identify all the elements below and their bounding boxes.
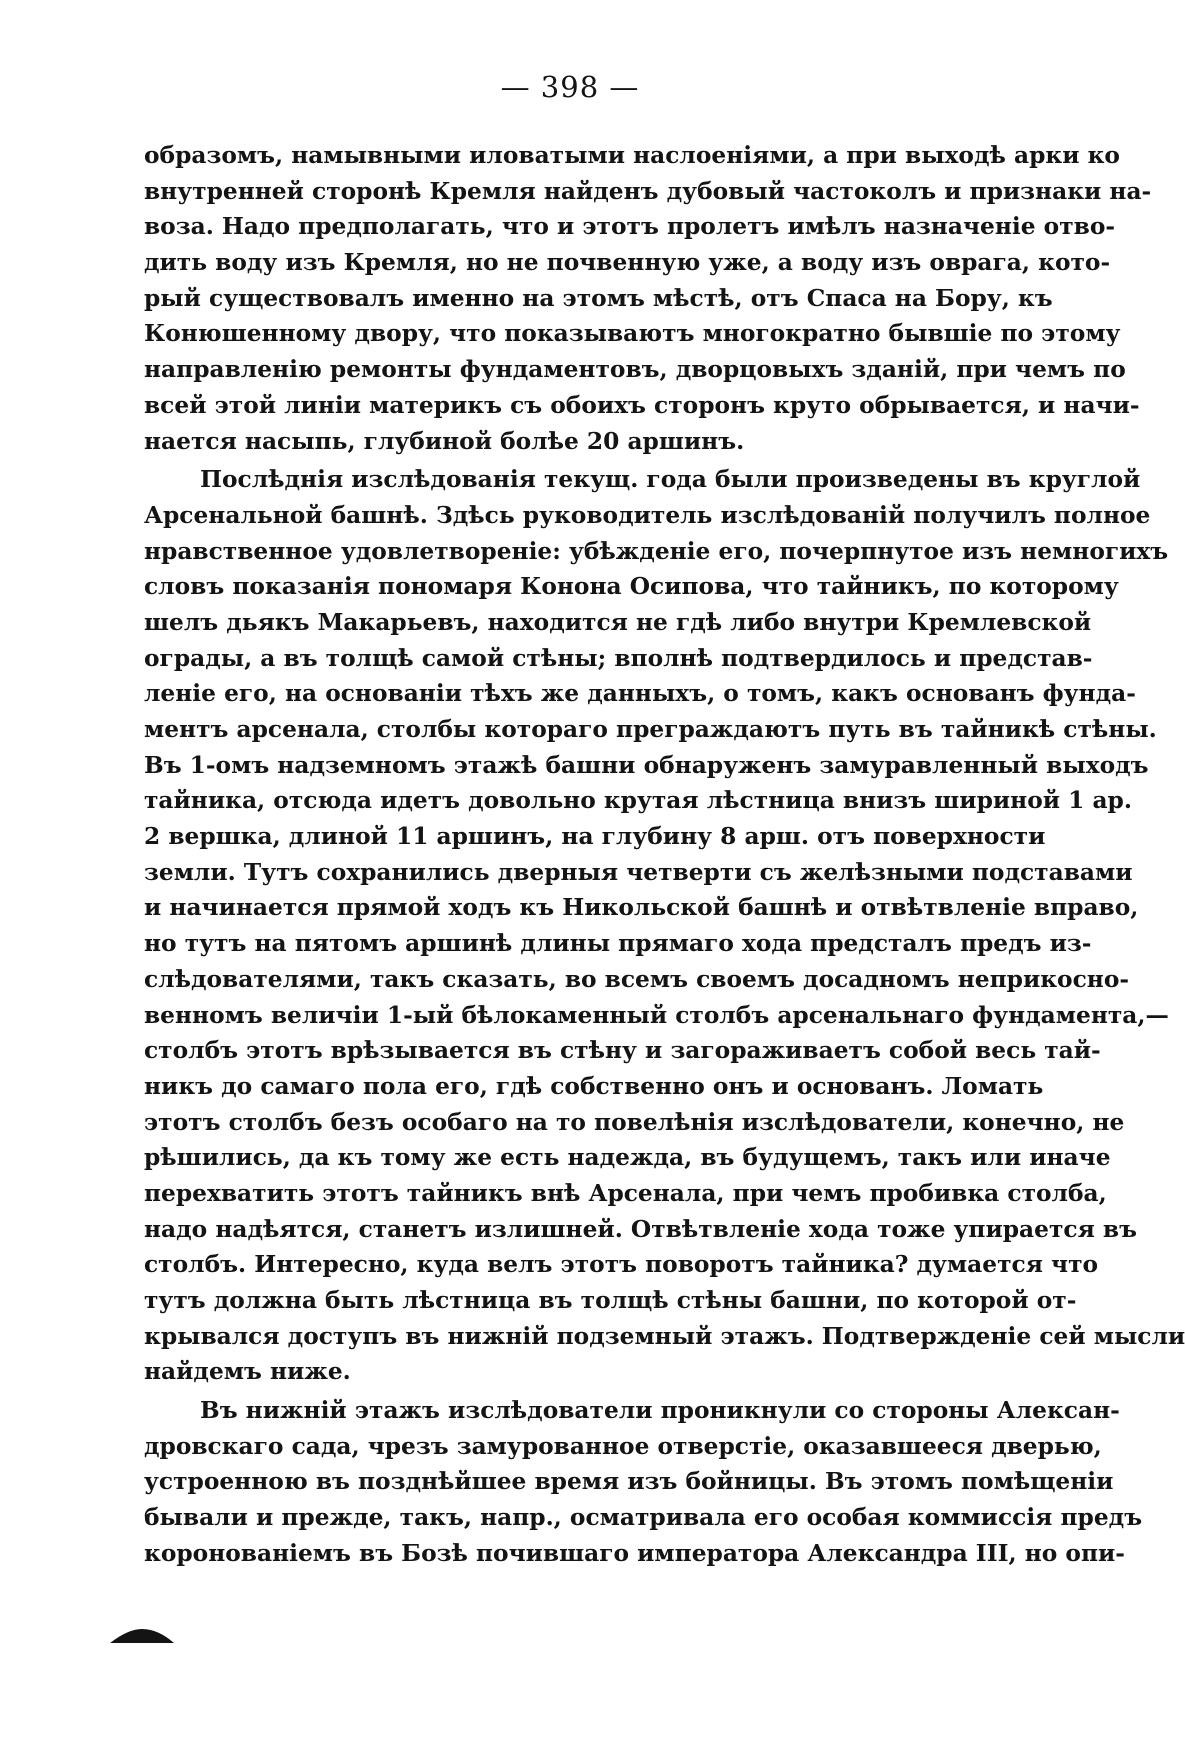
text-line: Арсенальной башнѣ. Здѣсь руководитель изслѣдованій получилъ полное [144, 501, 1151, 529]
text-line: столбъ этотъ врѣзывается въ стѣну и загораживаетъ собой весь тай- [144, 1037, 1101, 1065]
text-line: Въ нижній этажъ изслѣдователи проникнули со стороны Алексан- [200, 1397, 1120, 1425]
text-line: крывался доступъ въ нижній подземный этажъ. Подтвержденіе сей мысли [144, 1322, 1185, 1350]
text-line: дровскаго сада, чрезъ замурованное отверстіе, оказавшееся дверью, [144, 1432, 1102, 1460]
text-line: надо надѣятся, станетъ излишней. Отвѣтвленіе хода тоже упирается въ [144, 1215, 1137, 1243]
text-line: образомъ, намывными иловатыми наслоеніями, а при выходѣ арки ко [144, 142, 1120, 169]
text-line: устроенною въ позднѣйшее время изъ бойницы. Въ этомъ помѣщеніи [144, 1468, 1114, 1496]
text-line: направленію ремонты фундаментовъ, дворцовыхъ зданій, при чемъ по [144, 356, 1126, 384]
decorative-mark [108, 1628, 176, 1644]
text-line: и начинается прямой ходъ къ Никольской башнѣ и отвѣтвленіе вправо, [144, 894, 1139, 922]
text-line: слѣдователями, такъ сказать, во всемъ своемъ досадномъ неприкосно- [144, 965, 1130, 993]
text-line: тутъ должна быть лѣстница въ толщѣ стѣны башни, по которой от- [144, 1287, 1077, 1314]
text-line: венномъ величіи 1-ый бѣлокаменный столбъ арсенальнаго фундамента,— [144, 1001, 1169, 1029]
paragraph [144, 462, 1185, 1390]
text-line: рый существовалъ именно на этомъ мѣстѣ, отъ Спаса на Бору, къ [144, 284, 1053, 312]
text-line: нается насыпь, глубиной болѣе 20 аршинъ. [144, 427, 745, 455]
body-text [144, 138, 1185, 1575]
text-line: ограды, а въ толщѣ самой стѣны; вполнѣ подтвердилось и представ- [144, 644, 1093, 672]
text-line: никъ до самаго пола его, гдѣ собственно онъ и основанъ. Ломать [144, 1072, 1044, 1100]
text-line: воза. Надо предполагать, что и этотъ пролетъ имѣлъ назначеніе отво- [144, 213, 1116, 241]
text-line: ментъ арсенала, столбы котораго преграждаютъ путь въ тайникѣ стѣны. [144, 716, 1157, 743]
text-line: словъ показанія пономаря Конона Осипова, что тайникъ, по которому [144, 573, 1119, 601]
text-line: коронованіемъ въ Бозѣ почившаго императора Александра III, но опи- [144, 1539, 1125, 1567]
text-line: всей этой линіи материкъ съ обоихъ сторонъ круто обрывается, и начи- [144, 391, 1140, 419]
text-line: дить воду изъ Кремля, но не почвенную уже, а воду изъ оврага, кото- [144, 249, 1111, 277]
text-line: столбъ. Интересно, куда велъ этотъ поворотъ тайника? думается что [144, 1251, 1099, 1279]
text-line: Въ 1-омъ надземномъ этажѣ башни обнаруженъ замуравленный выходъ [144, 751, 1149, 779]
text-line: земли. Тутъ сохранились дверныя четверти съ желѣзными подставами [144, 858, 1133, 886]
paragraph [144, 1393, 1143, 1571]
page-number: — 398 — [500, 70, 640, 104]
text-line: Послѣднія изслѣдованія текущ. года были произведены въ круглой [200, 466, 1141, 494]
paragraph [144, 138, 1152, 459]
text-line: нравственное удовлетвореніе: убѣжденіе его, почерпнутое изъ немногихъ [144, 537, 1169, 565]
text-line: Конюшенному двору, что показываютъ многократно бывшіе по этому [144, 320, 1121, 348]
text-line: но тутъ на пятомъ аршинѣ длины прямаго хода предсталъ предъ из- [144, 930, 1092, 958]
text-line: леніе его, на основаніи тѣхъ же данныхъ, о томъ, какъ основанъ фунда- [144, 680, 1136, 708]
text-line: перехватить этотъ тайникъ внѣ Арсенала, при чемъ пробивка столба, [144, 1179, 1107, 1207]
text-line: тайника, отсюда идетъ довольно крутая лѣстница внизъ шириной 1 ар. [144, 787, 1132, 815]
text-line: найдемъ ниже. [144, 1358, 351, 1386]
text-line: этотъ столбъ безъ особаго на то повелѣнія изслѣдователи, конечно, не [144, 1108, 1125, 1136]
text-line: бывали и прежде, такъ, напр., осматривала его особая коммиссія предъ [144, 1504, 1143, 1532]
text-line: внутренней сторонѣ Кремля найденъ дубовый частоколъ и признаки на- [144, 177, 1152, 205]
text-line: шелъ дьякъ Макарьевъ, находится не гдѣ либо внутри Кремлевской [144, 608, 1092, 636]
text-line: рѣшились, да къ тому же есть надежда, въ будущемъ, такъ или иначе [144, 1144, 1111, 1172]
text-line: 2 вершка, длиной 11 аршинъ, на глубину 8 арш. отъ поверхности [144, 823, 1046, 851]
